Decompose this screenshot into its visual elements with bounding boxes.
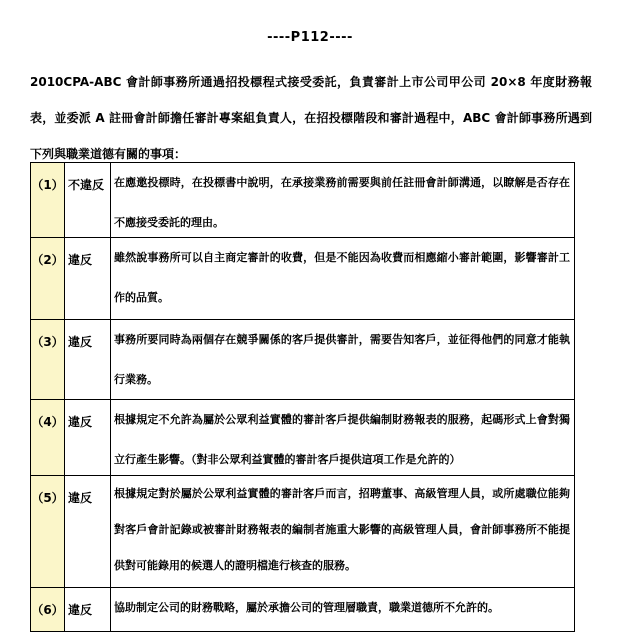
row-explanation: 協助制定公司的財務戰略，屬於承擔公司的管理層職責，職業道德所不允許的。 — [114, 601, 499, 614]
row-verdict: 違反 — [65, 588, 111, 632]
row-explanation: 事務所要同時為兩個存在競爭關係的客戶提供審計，需要告知客戶，並征得他們的同意才能執行業務。 — [114, 333, 570, 386]
row-number: （1） — [31, 163, 65, 237]
intro-paragraph: 2010CPA-ABC 會計師事務所通過招投標程式接受委託，負責審計上市公司甲公司 20×8 年度財務報表，並委派 A 註冊會計師擔任審計專案組負責人，在招投標階段和審計過程中，ABC 會計師事務所遇到下列與職業道德有關的事項： — [30, 75, 592, 161]
row-explanation: 在應邀投標時，在投標書中說明，在承接業務前需要與前任註冊會計師溝通，以瞭解是否存在不應接受委託的理由。 — [114, 176, 570, 229]
table-row — [31, 400, 574, 476]
row-verdict: 違反 — [65, 320, 111, 399]
table-row — [31, 320, 574, 400]
row-verdict: 不違反 — [65, 163, 111, 237]
row-number: （6） — [31, 588, 65, 632]
row-verdict: 違反 — [65, 238, 111, 319]
row-explanation: 根據規定不允許為屬於公眾利益實體的審計客戶提供編制財務報表的服務，起碼形式上會對獨立行產生影響。（對非公眾利益實體的審計客戶提供這項工作是允許的） — [114, 413, 570, 466]
row-verdict: 違反 — [65, 476, 111, 587]
row-number: （4） — [31, 400, 65, 475]
table-row — [31, 163, 574, 238]
row-number: （5） — [31, 476, 65, 587]
row-verdict: 違反 — [65, 400, 111, 475]
row-number: （2） — [31, 238, 65, 319]
row-number: （3） — [31, 320, 65, 399]
row-explanation: 雖然說事務所可以自主商定審計的收費，但是不能因為收費而相應縮小審計範圍，影響審計工作的品質。 — [114, 251, 570, 304]
table-row — [31, 238, 574, 320]
page-number: ----P112---- — [267, 30, 353, 45]
ethics-table — [30, 162, 575, 632]
table-row — [31, 476, 574, 588]
table-row — [31, 588, 574, 632]
row-explanation: 根據規定對於屬於公眾利益實體的審計客戶而言，招聘董事、高級管理人員，或所處職位能夠對客戶會計記錄或被審計財務報表的編制者施重大影響的高級管理人員，會計師事務所不能提供對可能錄用的候選人的證明檔進行核查的服務。 — [114, 487, 570, 572]
